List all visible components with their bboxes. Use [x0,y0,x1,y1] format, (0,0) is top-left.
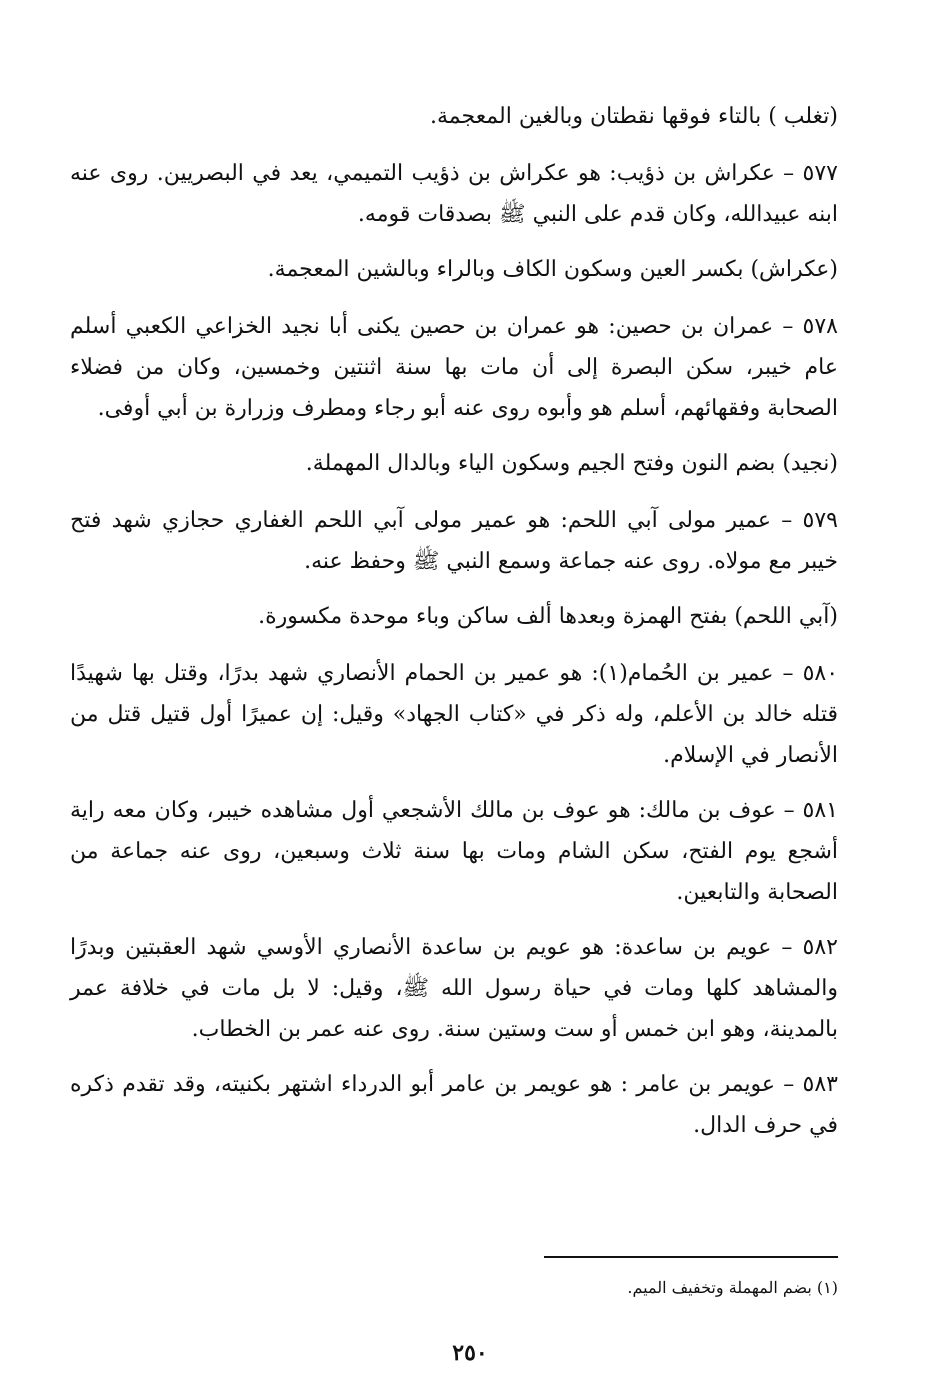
note-ikrash: (عكراش) بكسر العين وسكون الكاف وبالراء وبالشين المعجمة. [267,257,838,282]
page-body [70,96,838,1160]
entry-579: ٥٧٩ – عمير مولى آبي اللحم: هو عمير مولى آبي اللحم الغفاري حجازي شهد فتح خيبر مع مولاه. روى عنه جماعة وسمع النبي ﷺ وحفظ عنه. [70,508,838,574]
entry-578: ٥٧٨ – عمران بن حصين: هو عمران بن حصين يكنى أبا نجيد الخزاعي الكعبي أسلم عام خيبر، سكن البصرة إلى أن مات بها سنة اثنتين وخمسين، وكان من فضلاء الصحابة وفقهائهم، أسلم هو وأبوه روى عنه أبو رجاء ومطرف وزرارة بن أبي أوفى. [70,314,838,421]
entry-582: ٥٨٢ – عويم بن ساعدة: هو عويم بن ساعدة الأنصاري الأوسي شهد العقبتين وبدرًا والمشاهد كلها ومات في حياة رسول الله ﷺ، وقيل: لا بل مات في خلافة عمر بالمدينة، وهو ابن خمس أو ست وستين سنة. روى عنه عمر بن الخطاب. [70,935,838,1042]
entry-580: ٥٨٠ – عمير بن الحُمام(١): هو عمير بن الحمام الأنصاري شهد بدرًا، وقتل بها شهيدًا قتله خالد بن الأعلم، وله ذكر في «كتاب الجهاد» وقيل: إن عميرًا أول قتيل قتل من الأنصار في الإسلام. [70,661,839,768]
footnote-divider [544,1256,838,1258]
note-taghlib: (تغلب ) بالتاء فوقها نقطتان وبالغين المعجمة. [429,104,838,129]
entry-583: ٥٨٣ – عويمر بن عامر : هو عويمر بن عامر أبو الدرداء اشتهر بكنيته، وقد تقدم ذكره في حرف الدال. [70,1072,838,1138]
entry-581: ٥٨١ – عوف بن مالك: هو عوف بن مالك الأشجعي أول مشاهده خيبر، وكان معه راية أشجع يوم الفتح، سكن الشام ومات بها سنة ثلاث وسبعين، روى عنه جماعة من الصحابة والتابعين. [70,798,838,905]
page-number: ٢٥٠ [452,1340,488,1366]
note-abi-al-lahm: (آبي اللحم) بفتح الهمزة وبعدها ألف ساكن وباء موحدة مكسورة. [258,604,838,629]
note-nujayd: (نجيد) بضم النون وفتح الجيم وسكون الياء وبالدال المهملة. [305,451,838,476]
footnote: (١) بضم المهملة وتخفيف الميم. [627,1278,838,1297]
entry-577: ٥٧٧ – عكراش بن ذؤيب: هو عكراش بن ذؤيب التميمي، يعد في البصريين. روى عنه ابنه عبيدالله، وكان قدم على النبي ﷺ بصدقات قومه. [70,161,838,227]
